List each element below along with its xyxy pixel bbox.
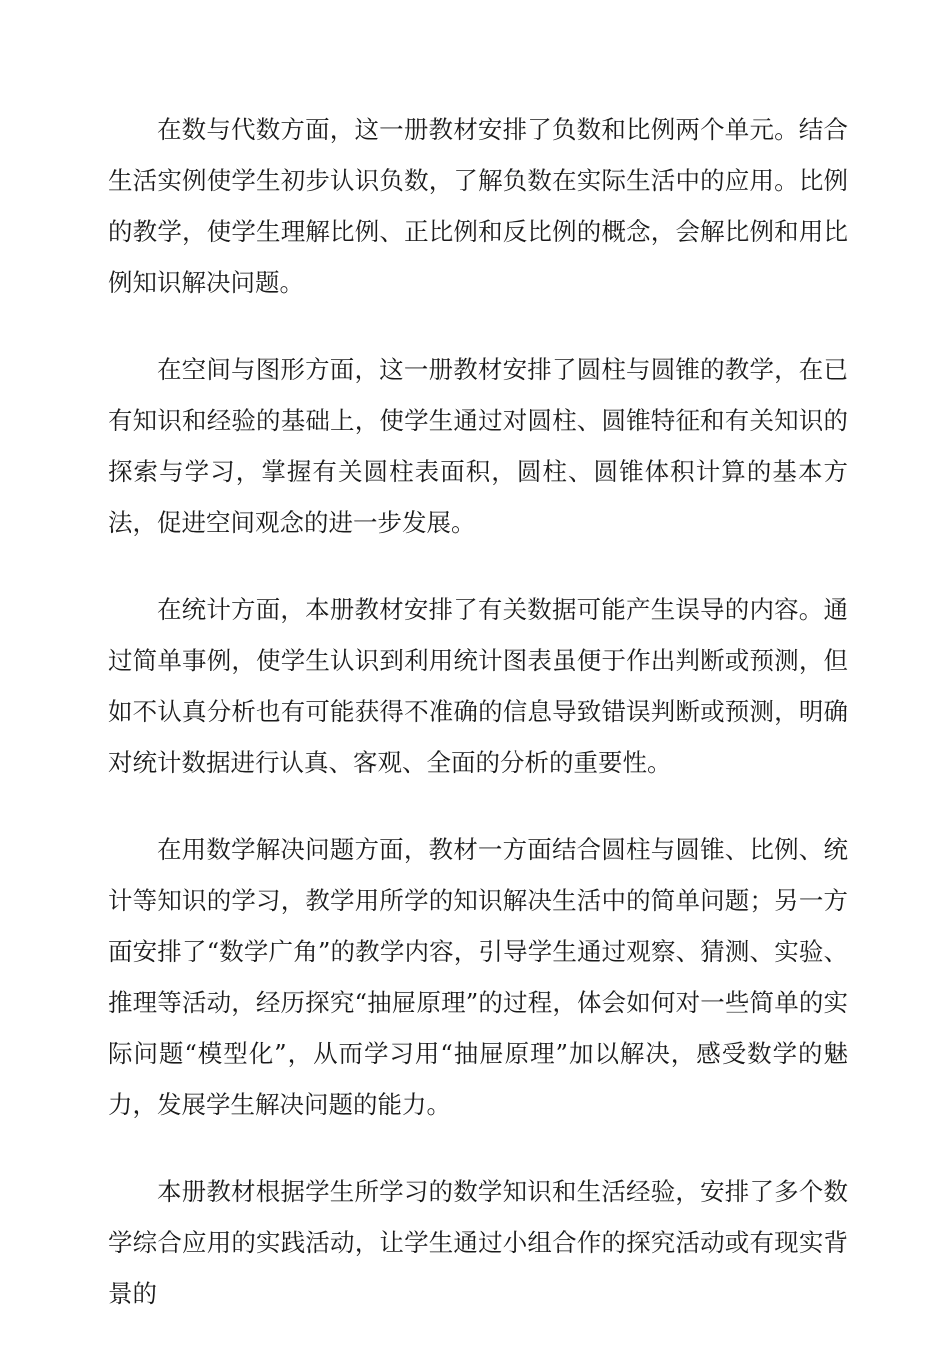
- document-page: [108, 104, 848, 1355]
- paragraph-problem-solving: 在用数学解决问题方面，教材一方面结合圆柱与圆锥、比例、统计等知识的学习，教学用所学的知识解决生活中的简单问题；另一方面安排了“数学广角”的教学内容，引导学生通过观察、猜测、实验、推理等活动，经历探究“抽屉原理”的过程，体会如何对一些简单的实际问题“模型化”，从而学习用“抽屉原理”加以解决，感受数学的魅力，发展学生解决问题的能力。: [108, 835, 848, 1119]
- paragraph-space-geometry: 在空间与图形方面，这一册教材安排了圆柱与圆锥的教学，在已有知识和经验的基础上，使学生通过对圆柱、圆锥特征和有关知识的探索与学习，掌握有关圆柱表面积，圆柱、圆锥体积计算的基本方法，促进空间观念的进一步发展。: [108, 355, 848, 537]
- paragraph-practice-activities: 本册教材根据学生所学习的数学知识和生活经验，安排了多个数学综合应用的实践活动，让学生通过小组合作的探究活动或有现实背景的: [108, 1177, 848, 1308]
- paragraph-number-algebra: 在数与代数方面，这一册教材安排了负数和比例两个单元。结合生活实例使学生初步认识负数，了解负数在实际生活中的应用。比例的教学，使学生理解比例、正比例和反比例的概念，会解比例和用比例知识解决问题。: [108, 115, 848, 297]
- paragraph-statistics: 在统计方面，本册教材安排了有关数据可能产生误导的内容。通过简单事例，使学生认识到利用统计图表虽便于作出判断或预测，但如不认真分析也有可能获得不准确的信息导致错误判断或预测，明确对统计数据进行认真、客观、全面的分析的重要性。: [108, 595, 848, 777]
